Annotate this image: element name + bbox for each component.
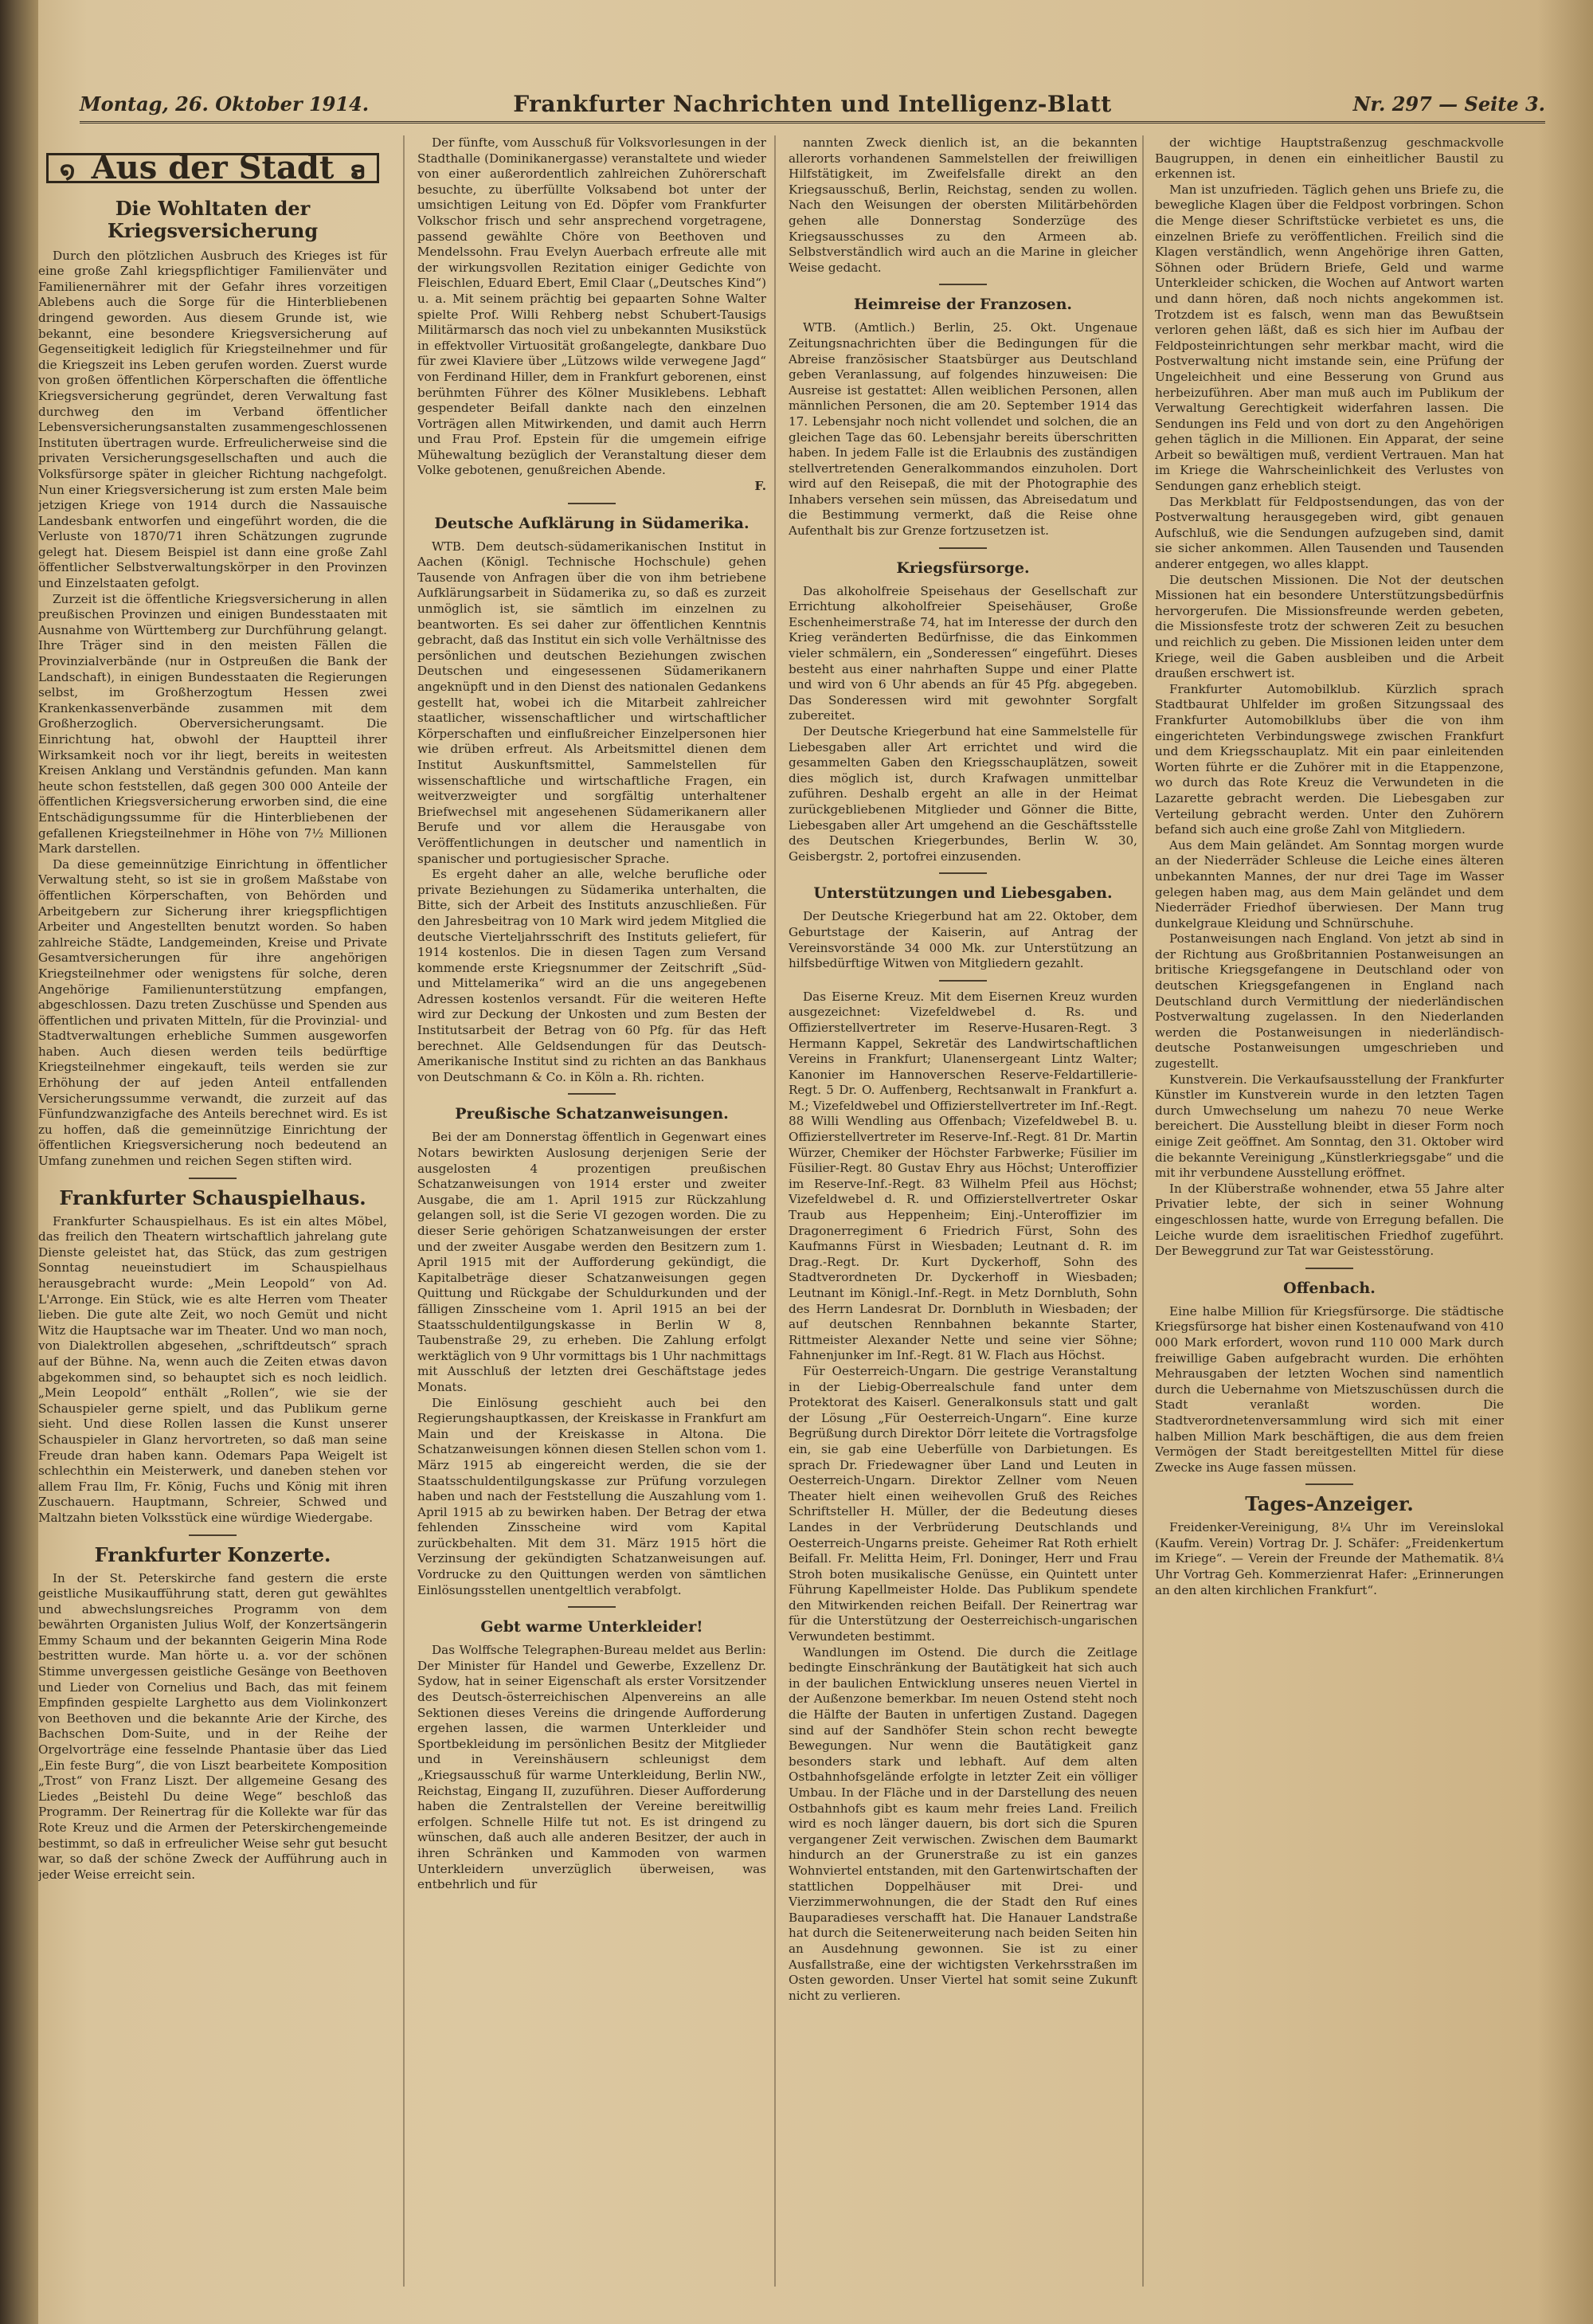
paragraph: In der Klüberstraße wohnender, etwa 55 Jahre alter Privatier lebte, der sich in seiner Wohnung eingeschlossen hatte, wurde von Erregung befallen. Die Leiche wurde dem israelitischen Friedhof zugeführt. Der Beweggrund zur Tat war Geistesstörung.: [1155, 1181, 1504, 1259]
paragraph: Wandlungen im Ostend. Die durch die Zeitlage bedingte Einschränkung der Bautätigkeit hat sich auch in der baulichen Entwicklung unseres neuen Viertel in der Außenzone bemerkbar. Im neuen Ostend steht noch die Hälfte der Bauten in unfertigen Zustand. Dagegen sind auf der Sandhöfer Stein schon recht bewegte Bewegungen. Nur wenn die Bautätigkeit ganz besonders stark und lebhaft. Auf dem alten Ostbahnhofsgelände erfolgte in letzter Zeit ein völliger Umbau. In der Fläche und in der Darstellung des neuen Ostbahnhofs gibt es kaum mehr freies Land. Freilich wird es noch länger dauern, bis dort sich die Spuren vergangener Zeit verwischen. Zwischen dem Baumarkt hindurch an der Grunerstraße zu ist ein ganzes Wohnviertel entstanden, mit den Gartenwirtschaften der stattlichen Doppelhäuser mit Drei- und Vierzimmerwohnungen, die der Stadt den Ruf eines Bauparadieses verschafft hat. Die Hanauer Landstraße hat durch die Seitenerweiterung nach beiden Seiten hin an Ausdehnung gewonnen. Sie ist zu einer Ausfallstraße, eine der wichtigsten Verkehrsstraßen im Osten geworden. Unser Viertel hat somit seine Zukunft nicht zu verlieren.: [789, 1644, 1137, 2003]
paragraph: Kunstverein. Die Verkaufsausstellung der Frankfurter Künstler im Kunstverein wurde in den letzten Tagen durch Umwechselung um nahezu 70 neue Werke bereichert. Die Ausstellung bleibt in dieser Form noch einige Zeit geöffnet. Am Sonntag, den 31. Oktober wird die bekannte Vereinigung „Künstlerkriegsgabe“ und die mit ihr verbundene Ausstellung eröffnet.: [1155, 1072, 1504, 1181]
paragraph: Freidenker-Vereinigung, 8¼ Uhr im Vereinslokal (Kaufm. Verein) Vortrag Dr. J. Schäfer: „Freidenkertum im Kriege“. — Verein der Freunde der Mathematik. 8¼ Uhr Vortrag Geh. Kommerzienrat Hafer: „Erinnerungen an den alten kirchlichen Frankfurt“.: [1155, 1520, 1504, 1597]
paragraph: Man ist unzufrieden. Täglich gehen uns Briefe zu, die bewegliche Klagen über die Feldpost vorbringen. Schon die Menge dieser Schriftstücke verbietet es uns, die einzelnen Briefe zu veröffentlichen. Freilich sind die Klagen verständlich, wenn Angehörige ihren Gatten, Söhnen oder Brüdern Briefe, Geld und warme Unterkleider schicken, die Wochen auf Antwort warten und dann hören, daß noch nichts angekommen ist. Trotzdem ist es falsch, wenn man das Bewußtsein verloren gehen läßt, daß es sich hier im Aufbau der Feldposteinrichtungen sehr merkbar macht, wird die Postverwaltung nicht imstande sein, eine Prüfung der Ungeleichheit und eine Besserung von Grund aus herbeizuführen. Aber man muß auch im Publikum der Verwaltung Gerechtigkeit widerfahren lassen. Die Sendungen ins Feld und von dort zu den Angehörigen gehen täglich in die Millionen. Ein Apparat, der seine Arbeit so bewältigen muß, verdient Vertrauen. Man hat im Kriege die Wahrscheinlichkeit des Verlustes von Sendungen ganz erheblich steigt.: [1155, 182, 1504, 494]
paragraph: Für Oesterreich-Ungarn. Die gestrige Veranstaltung in der Liebig-Oberrealschule fand unter dem Protektorat des Kaiserl. Generalkonsuls statt und galt der Lösung „Für Oesterreich-Ungarn“. Eine kurze Begrüßung durch Direktor Dörr leitete die Vortragsfolge ein, sie gab eine Ueberfülle von Darbietungen. Es sprach Dr. Friedewagner über Land und Leuten in Oesterreich-Ungarn. Direktor Zellner vom Neuen Theater hielt einen weihevollen Gruß des Reiches Schriftsteller H. Müller, der die Bedeutung dieses Landes in der Verbrüderung Deutschlands und Oesterreich-Ungarns preiste. Geheimer Rat Roth erhielt Beifall. Fr. Melitta Heim, Frl. Doninger, Herr und Frau Stroh boten musikalische Genüsse, ein Quintett unter Führung Kapellmeister Holde. Das Publikum spendete den Mitwirkenden reichen Beifall. Der Reinertrag war für die Unterstützung der Oesterreichisch-ungarischen Verwundeten bestimmt.: [789, 1363, 1137, 1644]
headline-schauspielhaus: Frankfurter Schauspielhaus.: [59, 1186, 366, 1209]
issue-date: Montag, 26. Oktober 1914.: [80, 92, 370, 116]
author-signature: F.: [754, 479, 766, 494]
paragraph: der wichtige Hauptstraßenzug geschmackvolle Baugruppen, in denen ein einheitlicher Baustil zu erkennen ist.: [1155, 135, 1504, 182]
paragraph: Die deutschen Missionen. Die Not der deutschen Missionen hat ein besondere Unterstützungsbedürfnis hervorgerufen. Die Missionsfreunde werden gebeten, die Missionsfeste trotz der schweren Zeit zu besuchen und reichlich zu geben. Die Missionen leiden unter dem Kriege, weil die Gaben ausbleiben und die Arbeit draußen erschwert ist.: [1155, 572, 1504, 681]
divider: [939, 547, 987, 549]
column-rule: [774, 135, 776, 2287]
headline-unterstuetzungen: Unterstützungen und Liebesgaben.: [813, 884, 1113, 903]
divider: [1305, 1483, 1353, 1485]
divider: [189, 1178, 237, 1179]
column-4: [1155, 135, 1504, 2287]
column-rule: [1142, 135, 1144, 2287]
column-rule: [403, 135, 405, 2287]
headline-schatzanweisungen: Preußische Schatzanweisungen.: [455, 1105, 729, 1123]
headline-aufklaerung: Deutsche Aufklärung in Südamerika.: [434, 514, 750, 532]
paragraph: Postanweisungen nach England. Von jetzt ab sind in der Richtung aus Großbritannien Postanweisungen an britische Kriegsgefangene in Deutschland oder von deutschen Kriegsgefangenen in England nach Deutschland durch Vermittlung der niederländischen Postverwaltung zugelassen. In den Niederlanden werden die Postanweisungen in niederländisch-deutsche Postanweisungen umgeschrieben und zugestellt.: [1155, 931, 1504, 1072]
paragraph: Das Merkblatt für Feldpostsendungen, das von der Postverwaltung herausgegeben wird, gibt genauen Aufschluß, wie die Sendungen aufzugeben sind, damit sie sicher ankommen. Allen Tausenden und Tausenden anderer entgegen, wo alles klappt.: [1155, 494, 1504, 572]
paragraph: Frankfurter Schauspielhaus. Es ist ein altes Möbel, das freilich den Theatern wirtschaftlich jahrelang gute Dienste geleistet hat, das Stück, das zum gestrigen Sonntag neueinstudiert im Schauspielhaus herausgebracht wurde: „Mein Leopold“ von Ad. L'Arronge. Ein Stück, wie es alte Herren vom Theater lieben. Die gute alte Zeit, wo noch Gemüt und nicht Witz die Hauptsache war im Theater. Und wo man noch, von Dialektrollen abgesehen, „schriftdeutsch“ sprach auf der Bühne. Na, wenn auch die Zeiten etwas davon abgekommen sind, so behauptet sich es noch leidlich. „Mein Leopold“ enthält „Rollen“, wie sie der Schauspieler gerne spielt, und das Publikum gerne sieht. Und diese Rollen lassen die Kunst unserer Schauspieler in Glanz hervortreten, so daß man seine Freude dran haben kann. Odemars Papa Weigelt ist schlechthin ein Meisterwerk, und daneben stehen vor allem Frau Ilm, Fr. König, Fuchs und König mit ihren Zuschauern. Hauptmann, Schreier, Schwed und Maltzahn bieten Volksstück eine würdige Wiedergabe.: [38, 1213, 387, 1525]
newspaper-title: Frankfurter Nachrichten und Intelligenz-Blatt: [513, 91, 1112, 117]
paragraph: WTB. (Amtlich.) Berlin, 25. Okt. Ungenaue Zeitungsnachrichten über die Bedingungen für die Abreise französischer Staatsbürger aus Deutschland geben Veranlassung, auf folgendes hinzuweisen: Die Ausreise ist gestattet: Allen weiblichen Personen, allen männlichen Personen, die am 20. September 1914 das 17. Lebensjahr noch nicht vollendet und solchen, die an gleichen Tage das 60. Lebensjahr bereits überschritten haben. In jedem Falle ist die Erlaubnis des zuständigen stellvertretenden Generalkommandos einzuholen. Dort wird auf den Reisepaß, die mit der Photographie des Inhabers versehen sein müssen, das Abreisedatum und die Bestimmung vermerkt, daß die Reise ohne Aufenthalt bis zur Grenze fortzusetzen ist.: [789, 320, 1137, 539]
paragraph: Der fünfte, vom Ausschuß für Volksvorlesungen in der Stadthalle (Dominikanergasse) veranstaltete und wieder von einer außerordentlich zahlreichen Zuhörerschaft besuchte, zu überfüllte Volksabend bot unter der umsichtigen Leitung von Ed. Döpfer vom Frankfurter Volkschor frisch und sehr ansprechend vorgetragene, passend gewählte Chöre von Beethoven und Mendelssohn. Frau Evelyn Auerbach erfreute alle mit der wirkungsvollen Rezitation einiger Gedichte von Fleischlen, Eduard Ebert, Emil Claar („Deutsches Kind“) u. a. Mit seinem prächtig bei gepaarten Sohne Walter spielte Prof. Willi Rehberg nebst Schubert-Tausigs Militärmarsch das noch viel zu unbekannten Musikstück in effektvoller Virtuosität großangelegte, dankbare Duo für zwei Klaviere über „Lützows wilde verwegene Jagd“ von Ferdinand Hiller, dem in Frankfurt geborenen, einst berühmten Führer des Kölner Musiklebens. Lebhaft gespendeter Beifall dankte nach den einzelnen Vorträgen allen Mitwirkenden, und damit auch Herrn und Frau Prof. Epstein für die umgemein eifrige Mühewaltung bezüglich der Veranstaltung dieser dem Volke gebotenen, genußreichen Abende.: [417, 135, 766, 478]
paragraph: Da diese gemeinnützige Einrichtung in öffentlicher Verwaltung steht, so ist sie in großem Maßstabe von öffentlichen Körperschaften, von Behörden und Arbeitgebern zur Sicherung ihrer kriegspflichtigen Arbeiter und Angestellten benutzt worden. So haben zahlreiche Städte, Landgemeinden, Kreise und Private Gesamtversicherungen für ihre angehörigen Kriegsteilnehmer oder wenigstens für solche, deren Angehörige Familienunterstützung empfangen, abgeschlossen. Dazu treten Zuschüsse und Spenden aus öffentlichen und privaten Mitteln, für die Provinzial- und Stadtverwaltungen erhebliche Summen ausgeworfen haben. Auch diesen werden teils bedürftige Kriegsteilnehmer eingekauft, teils werden sie zur Erhöhung der auf jeden Anteil entfallenden Versicherungssumme verwandt, die zurzeit auf das Fünfundzwanzigfache des Anteils berechnet wird. Es ist zu hoffen, daß die gemeinnützige Einrichtung der öffentlichen Kriegsversicherung noch bedeutend an Umfang zunehmen und reichen Segen stiften wird.: [38, 856, 387, 1169]
paragraph: Es ergeht daher an alle, welche berufliche oder private Beziehungen zu Südamerika unterhalten, die Bitte, sich der Arbeit des Instituts anzuschließen. Für den Jahresbeitrag von 10 Mark wird jedem Mitglied die deutsche Vierteljahrsschrift des Instituts geliefert, für 1914 kostenlos. Die in diesen Tagen zum Versand kommende erste Kriegsnummer der Zeitschrift „Süd- und Mittelamerika“ wird an die uns angegebenen Adressen kostenlos versandt. Für die weiteren Hefte wird zur Deckung der Unkosten und zum Besten der Institutsarbeit der Betrag von 60 Pfg. für das Heft berechnet. Alle Geldsendungen für das Deutsch-Amerikanische Institut sind zu richten an das Bankhaus von Deutschmann & Co. in Köln a. Rh. richten.: [417, 867, 766, 1084]
headline-offenbach: Offenbach.: [1283, 1279, 1376, 1297]
section-title: Aus der Stadt: [91, 149, 335, 186]
ornament-icon: ໑: [60, 157, 76, 185]
divider: [568, 1606, 616, 1608]
divider: [939, 872, 987, 874]
divider: [568, 503, 616, 504]
divider: [1305, 1268, 1353, 1269]
paragraph: WTB. Dem deutsch-südamerikanischen Institut in Aachen (Königl. Technische Hochschule) gehen Tausende von Anfragen über die von ihm betriebene Aufklärungsarbeit in Südamerika zu, so daß es zurzeit unmöglich ist, sie sämtlich im einzelnen zu beantworten. Es sei daher zur öffentlichen Kenntnis gebracht, daß das Institut ein sich volle Verhältnisse des persönlichen und deutschen Beziehungen zwischen Deutschen und eingesessenen Südamerikanern angeknüpft und in den Dienst des nationalen Gedankens gestellt hat, wobei ich die Mitarbeit zahlreicher staatlicher, wissenschaftlicher und wirtschaftlicher Körperschaften und einflußreicher Einzelpersonen hier wie drüben erfreut. Als Arbeitsmittel dienen dem Institut Auskunftsmittel, Sammelstellen für wissenschaftliche und wirtschaftliche Fragen, ein weitverzweigter und sorgfältig unterhaltener Briefwechsel mit angesehenen Südamerikanern aller Berufe und vor allem die Herausgabe von Veröffentlichungen in deutscher und namentlich in spanischer und portugiesischer Sprache.: [417, 539, 766, 866]
paragraph: Das Eiserne Kreuz. Mit dem Eisernen Kreuz wurden ausgezeichnet: Vizefeldwebel d. Rs. und Offizierstellvertreter im Reserve-Husaren-Regt. 3 Hermann Kappel, Sekretär des Landwirtschaftlichen Vereins in Frankfurt; Ulanensergeant Lintz Walter; Kanonier im Hannoverschen Reserve-Feldartillerie-Regt. 5 Dr. O. Auffenberg, Rechtsanwalt in Frankfurt a. M.; Vizefeldwebel und Offizierstellvertreter im Inf.-Regt. 88 Willi Wendling aus Offenbach; Vizefeldwebel B. u. Offizierstellvertreter im Reserve-Inf.-Regt. 81 Dr. Martin Würzer, Chemiker der Höchster Farbwerke; Füsilier im Füsilier-Regt. 80 Gustav Ehry aus Höchst; Unteroffizier im Reserve-Inf.-Regt. 83 Wilhelm Pfeil aus Höchst; Vizefeldwebel d. R. und Offizierstellvertreter Oskar Traub aus Heppenheim; Einj.-Unteroffizier im Dragonerregiment 6 Friedrich Fürst, Sohn des Kaufmanns Fürst in Wiesbaden; Leutnant d. R. im Drag.-Regt. Dr. Kurt Dyckerhoff, Sohn des Stadtverordneten Dr. Dyckerhoff in Wiesbaden; Leutnant im Königl.-Inf.-Regt. in Metz Dornbluth, Sohn des Herrn Landesrat Dr. Dornbluth in Wiesbaden; der auf deutschen Rennbahnen bekannte Starter, Rittmeister Alexander Nette und seine vier Söhne; Fahnenjunker im Inf.-Regt. 81 W. Flach aus Höchst.: [789, 989, 1137, 1363]
paragraph: Eine halbe Million für Kriegsfürsorge. Die städtische Kriegsfürsorge hat bisher einen Kostenaufwand von 410 000 Mark erfordert, wovon rund 110 000 Mark durch freiwillige Gaben aufgebracht wurden. Die erhöhten Mehrausgaben der letzten Wochen sind namentlich durch die Uebernahme von Mietszuschüssen durch die Stadt veranlaßt worden. Die Stadtverordnetenversammlung wird sich mit einer halben Million Mark beschäftigen, die aus dem freien Vermögen der Stadt bereitgestellten Mittel für diese Zwecke ins Auge fassen müssen.: [1155, 1303, 1504, 1475]
headline-heimreise: Heimreise der Franzosen.: [853, 296, 1073, 314]
headline-kriegsfuersorge: Kriegsfürsorge.: [896, 558, 1030, 577]
headline-unterkleider: Gebt warme Unterkleider!: [480, 1618, 703, 1636]
paragraph: Der Deutsche Kriegerbund hat am 22. Oktober, dem Geburtstage der Kaiserin, auf Antrag der Vereinsvorstände 34 000 Mk. zur Unterstützung an hilfsbedürftige Witwen von Mitgliedern gezahlt.: [789, 909, 1137, 971]
headline-tages-anzeiger: Tages-Anzeiger.: [1245, 1492, 1414, 1516]
column-1: [38, 135, 387, 2287]
column-3: [789, 135, 1137, 2287]
paragraph: Das Wolffsche Telegraphen-Bureau meldet aus Berlin: Der Minister für Handel und Gewerbe, Exzellenz Dr. Sydow, hat in seiner Eigenschaft als erster Vorsitzender des Deutsch-österreichischen Alpenvereins an alle Sektionen dieses Vereins die dringende Aufforderung ergehen lassen, die warmen Unterkleider und Sportbekleidung im persönlichen Besitz der Mitglieder und in Vereinshäusern schleunigst dem „Kriegsausschuß für warme Unterkleidung, Berlin NW., Reichstag, Eingang II, zuzuführen. Dieser Aufforderung haben die Zentralstellen der Vereine bereitwillig erfolgen. Schnelle Hilfe tut not. Es ist dringend zu wünschen, daß auch alle anderen Besitzer, der auch in ihren Schränken und Kammoden von warmen Unterkleidern unverzüglich überweisen, was entbehrlich und für: [417, 1643, 766, 1892]
page-number: Nr. 297 — Seite 3.: [1352, 92, 1545, 116]
section-title-box: [46, 149, 379, 186]
divider: [568, 1093, 616, 1095]
paragraph: Das alkoholfreie Speisehaus der Gesellschaft zur Errichtung alkoholfreier Speisehäuser, Große Eschenheimerstraße 74, hat im Interesse der durch den Krieg veränderten Bedürfnisse, die das Einkommen vieler schmälern, ein „Sonderessen“ eingeführt. Dieses besteht aus einer nahrhaften Suppe und einer Platte und wird von 6 Uhr abends an für 45 Pfg. abgegeben. Das Sonderessen wird mit gewohnter Sorgfalt zubereitet.: [789, 583, 1137, 723]
divider: [189, 1534, 237, 1536]
binding-gutter: [0, 0, 38, 2324]
paragraph: Der Deutsche Kriegerbund hat eine Sammelstelle für Liebesgaben aller Art errichtet und wird die gesammelten Gaben den Kriegsschauplätzen, soweit dies möglich ist, durch Krafwagen unmittelbar zuführen. Deshalb ergeht an alle in der Heimat zurückgebliebenen Mitglieder und Gönner die Bitte, Liebesgaben aller Art umgehend an die Geschäftsstelle des Deutschen Kriegerbundes, Berlin W. 30, Geisbergstr. 2, portofrei einzusenden.: [789, 724, 1137, 864]
paragraph: Durch den plötzlichen Ausbruch des Krieges ist für eine große Zahl kriegspflichtiger Familienväter und Familienernährer mit der Gefahr ihres vorzeitigen Ablebens auch die Sorge für die Hinterbliebenen dringend geworden. Aus diesem Grunde ist, wie bekannt, eine besondere Kriegsversicherung auf Gegenseitigkeit lediglich für Kriegsteilnehmer und für die Kriegszeit ins Leben gerufen worden. Zuerst wurde von großen öffentlichen Körperschaften die öffentliche Kriegsversicherung gegründet, deren Verwaltung fast durchweg den im Verband öffentlicher Lebensversicherungsanstalten zusammengeschlossenen Instituten übertragen wurde. Erfreulicherweise sind die privaten Versicherungsgesellschaften und auch die Volksfürsorge später in gleicher Richtung nachgefolgt. Nun einer Kriegsversicherung ist zum ersten Male beim jetzigen Kriege von 1914 durch die Nassauische Landesbank entworfen und eingeführt worden, die die Verluste von 1870/71 ihren Schätzungen zugrunde gelegt hat. Diesem Beispiel ist dann eine große Zahl öffentlicher Selbstverwaltungskörper in den Provinzen und Einzelstaaten gefolgt.: [38, 248, 387, 591]
paragraph: nannten Zweck dienlich ist, an die bekannten allerorts vorhandenen Sammelstellen der freiwilligen Hilfstätigkeit, im Zweifelsfalle direkt an den Kriegsausschuß, Berlin, Reichstag, senden zu wollen. Nach den Weisungen der obersten Militärbehörden gehen alle Donnerstag Sonderzüge des Kriegsausschusses zu den Armeen ab. Selbstverständlich wird auch an die Marine in gleicher Weise gedacht.: [789, 135, 1137, 275]
ornament-icon: ອ: [350, 157, 366, 185]
paragraph: Zurzeit ist die öffentliche Kriegsversicherung in allen preußischen Provinzen und einigen Bundesstaaten mit Ausnahme von Württemberg zur Durchführung gelangt. Ihre Träger sind in den meisten Fällen die Provinzialverbände (nur in Ostpreußen die Bank der Landschaft), in einigen Bundesstaaten die Regierungen selbst, im Großherzogtum Hessen zwei Krankenkassenverbände zusammen mit dem Großherzoglich. Oberversicherungsamt. Die Einrichtung hat, obwohl der Hauptteil ihrer Wirksamkeit noch vor ihr liegt, bereits in weitesten Kreisen Anklang und Verständnis gefunden. Man kann heute schon feststellen, daß gegen 300 000 Anteile der öffentlichen Kriegsversicherung erworben sind, die eine Entschädigungssumme für die Hinterbliebenen der gefallenen Kriegsteilnehmer in Höhe von 7½ Millionen Mark darstellen.: [38, 591, 387, 856]
column-2: [417, 135, 766, 2287]
paragraph: In der St. Peterskirche fand gestern die erste geistliche Musikaufführung statt, deren gut gewähltes und abwechslungsreiches Programm von dem bewährten Organisten Julius Wolf, der Konzertsängerin Emmy Schaum und der bekannten Geigerin Mina Rode bestritten wurde. Man hörte u. a. vor der schönen Stimme unvergessen geistliche Gesänge von Beethoven und Lieder von Cornelius und Bach, das mit feinem Empfinden gespielte Larghetto aus dem Violinkonzert von Beethoven und die bekannte Arie der Kirche, des Bachschen Dom-Suite, und in der Reihe der Orgelvorträge eine fesselnde Phantasie über das Lied „Ein feste Burg“, die von Liszt bearbeitete Komposition „Trost“ von Franz Liszt. Der allgemeine Gesang des Liedes „Beistehl Du deine Wege“ beschloß das Programm. Der Reinertrag für die Kollekte war für das Rote Kreuz und die Armen der Peterskirchengemeinde bestimmt, so daß in erfreulicher Weise sehr gut besucht war, so daß der schöne Zweck der Aufführung auch in jeder Weise erreicht sein.: [38, 1570, 387, 1882]
paragraph: Frankfurter Automobilklub. Kürzlich sprach Stadtbaurat Uhlfelder im großen Sitzungssaal des Frankfurter Automobilklubs über die von ihm eingerichteten Verbindungswege zwischen Frankfurt und dem Kriegsschauplatz. Mit ein paar einleitenden Worten führte er die Zuhörer mit in die Etappenzone, wo durch das Rote Kreuz die Verwundeten in die Lazarette gebracht werden. Die Liebesgaben zur Verteilung gebracht werden. Unter den Zuhörern befand sich auch eine große Zahl von Mitgliedern.: [1155, 681, 1504, 837]
headline-wohltaten: Die Wohltaten der Kriegsversicherung: [107, 196, 319, 242]
paragraph: Bei der am Donnerstag öffentlich in Gegenwart eines Notars bewirkten Auslosung derjenigen Serie der ausgelosten 4 prozentigen preußischen Schatzanweisungen von 1914 erster und zweiter Ausgabe, die am 1. April 1915 zur Rückzahlung gelangen soll, ist die Serie VI gezogen worden. Die zu dieser Serie gehörigen Schatzanweisungen der erster und der zweiter Ausgabe werden den Besitzern zum 1. April 1915 mit der Aufforderung gekündigt, die Kapitalbeträge dieser Schatzanweisungen gegen Quittung und Rückgabe der Schuldurkunden und der fälligen Zinsscheine vom 1. April 1915 an bei der Staatsschuldentilgungskasse in Berlin W 8, Taubenstraße 29, zu erheben. Die Zahlung erfolgt werktäglich von 9 Uhr vormittags bis 1 Uhr nachmittags mit Ausschluß der letzten drei Geschäftstage jedes Monats.: [417, 1130, 766, 1394]
headline-konzerte: Frankfurter Konzerte.: [94, 1542, 331, 1566]
divider: [939, 980, 987, 982]
paragraph: Die Einlösung geschieht auch bei den Regierungshauptkassen, der Kreiskasse in Frankfurt am Main und der Kreiskasse in Altona. Die Schatzanweisungen können diesen Stellen schon vom 1. März 1915 ab eingereicht werden, die sie der Staatsschuldentilgungskasse zur Prüfung vorzulegen haben und nach der Feststellung die Auszahlung vom 1. April 1915 ab zu bewirken haben. Der Betrag der etwa fehlenden Zinsscheine wird vom Kapital zurückbehalten. Mit dem 31. März 1915 hört die Verzinsung der gekündigten Schatzanweisungen auf. Vordrucke zu den Quittungen werden von sämtlichen Einlösungsstellen unentgeltlich verabfolgt.: [417, 1395, 766, 1597]
page-header: [80, 89, 1545, 123]
paragraph: Aus dem Main geländet. Am Sonntag morgen wurde an der Niederräder Schleuse die Leiche eines älteren unbekannten Mannes, der nur drei Tage im Wasser gelegen haben mag, aus dem Main geländet und dem Niederräder Friedhof überwiesen. Der Mann trug dunkelgraue Kleidung und Schnürschuhe.: [1155, 837, 1504, 931]
divider: [939, 284, 987, 285]
